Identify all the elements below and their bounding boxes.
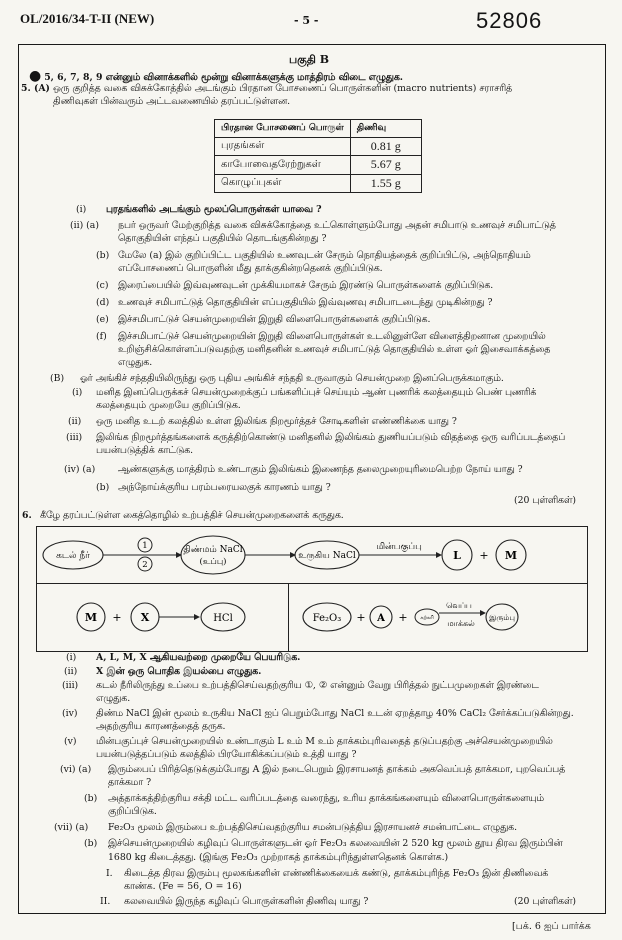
page-number: - 5 - [294, 14, 319, 27]
q-label: (ii) [68, 416, 82, 427]
q-text: உறிஞ்சிக்கொள்ளப்படுவதற்கு மனிதனின் உணவுச் சமிபாட்டுத் தொகுதியில் உள்ள ஓர் இசைவாக்கத்தை [118, 344, 551, 355]
instruction-line [29, 69, 403, 84]
next-page-note: [பக். 6 ஐப் பார்க்க [512, 921, 591, 932]
heat-label: வெப்ப [446, 601, 472, 610]
L-label: L [453, 549, 461, 562]
q-label: II. [100, 896, 111, 907]
q5-intro-2: திணிவுகள் பின்வரும் அட்டவணையில் தரப்பட்டுள்ளன. [53, 96, 291, 107]
q-label: (iv) (a) [64, 464, 96, 475]
plus-sign: + [112, 611, 122, 624]
q-text: கலவையில் இருந்த கழிவுப் பொருள்களின் திணிவு யாது ? [124, 896, 369, 907]
q-label: (b) [84, 793, 98, 804]
table-header-nutrient: பிரதான போசணைப் பொருள் [215, 120, 351, 138]
plus-sign: + [356, 611, 366, 624]
q-text: அந்நோய்க்குரிய பரம்பரையலகுக் காரணம் யாது ? [118, 482, 331, 493]
q-text: தொகுதியின் எந்தப் பகுதியில் தொடங்குகின்றது ? [118, 233, 327, 244]
q-text: இச்செயன்முறையில் கழிவுப் பொருள்களுடன் ஓர் Fe₂O₃ கலவையின் 2 520 kg மூலம் தூய திரவ இரும்பின் [108, 838, 563, 849]
q-text: மேலே (a) இல் குறிப்பிட்ட பகுதியில் உணவுடன் சேரும் நொதியத்தைக் குறிப்பிட்டு, அந்நொதியம் [118, 250, 531, 261]
q5-marks: (20 புள்ளிகள்) [514, 495, 576, 506]
HCl-label: HCl [213, 613, 233, 624]
step-1-label: 1 [142, 541, 148, 551]
q-text: உணவுச் சமிபாட்டுத் தொகுதியின் எப்பகுதியில் இவ்வுணவு சமிபாடடைந்து முடிகின்றது ? [118, 297, 493, 308]
q-label: (vii) (a) [54, 822, 89, 833]
paper-code: OL/2016/34-T-II (NEW) [20, 11, 155, 26]
q-label: (i) [72, 387, 83, 398]
q6-intro: கீழே தரப்பட்டுள்ள கைத்தொழில் உற்பத்திச் செயன்முறைகளைக் கருதுக. [40, 510, 344, 521]
q-text: எப்போசணைப் பொருளின் மீது தாக்குகின்றதெனக் குறிப்பிடுக. [118, 263, 383, 274]
q-text: நபர் ஒருவர் மேற்குறித்த வகை விசுக்கோத்தை உட்கொள்ளும்போது அதன் சமிபாடு உணவுச் சமிபாட்டுத் [118, 220, 556, 231]
q-text: ஆண்களுக்கு மாத்திரம் உண்டாகும் இலிங்கம் இணைந்த தலைமுறையுரிமைபெற்ற நோய் யாது ? [118, 464, 523, 475]
table-header-row [215, 120, 422, 138]
q-text: தாக்கமா ? [108, 777, 152, 788]
q-label: (i) [66, 652, 77, 663]
bullet-icon: ● [29, 68, 42, 84]
plus-sign: + [479, 549, 489, 562]
paper-serial-number: 52806 [476, 8, 543, 33]
q5-number: 5. (A) [21, 83, 50, 94]
q-label: (vi) (a) [60, 764, 92, 775]
q-text: ஒரு மனித உடற் கலத்தில் உள்ள இலிங்க நிறமூர்த்தச் சோடிகளின் எண்ணிக்கை யாது ? [96, 416, 457, 427]
q-text: எழுதுக. [96, 693, 131, 704]
q-text: எழுதுக. [118, 357, 153, 368]
q6-marks: (20 புள்ளிகள்) [514, 896, 576, 907]
q-label: (e) [96, 314, 109, 325]
q-text: குறிப்பிடுக. [108, 806, 157, 817]
table-cell-value: 1.55 g [350, 174, 421, 192]
q-text: திண்ம NaCl இன் மூலம் உருகிய NaCl ஐப் பெறும்போது NaCl உடன் ஏறத்தாழ 40% CaCl₂ சேர்க்கப்படுகின்றது. [96, 708, 574, 719]
q-label: (ii) [64, 666, 78, 677]
q-label: (f) [96, 331, 107, 342]
table-cell-value: 5.67 g [350, 156, 421, 174]
q-text: இலிங்க நிறமூர்த்தங்களைக் கருத்திற்கொண்டு மனிதனில் இலிங்கம் துணியப்படும் விதத்தை ஒரு வரிப்படத்தைப் [96, 432, 566, 443]
table-cell-name: புரதங்கள் [215, 138, 351, 156]
q-text: ஓர் அங்கிச் சந்ததியிலிருந்து ஒரு புதிய அங்கிச் சந்ததி உருவாகும் செயன்முறை இனப்பெருக்கமாகும். [80, 373, 504, 384]
solid-nacl-node [181, 536, 245, 574]
q-text: புரதங்களில் அடங்கும் மூலப்பொருள்கள் யாவை ? [106, 204, 322, 215]
q5-intro-1: ஒரு குறித்த வகை விசுக்கோத்தில் அடங்கும் பிரதான போசணைப் பொருள்களின் (macro nutrients) சராசரித் [53, 83, 513, 94]
q-text: பயன்படுத்திக் காட்டுக. [96, 445, 194, 456]
solid-nacl-sub: (உப்பு) [199, 557, 227, 567]
q-label: (i) [76, 204, 87, 215]
part-heading: பகுதி B [289, 53, 330, 66]
q6-number: 6. [22, 510, 32, 521]
A-label: A [377, 613, 385, 624]
q-text: Fe₂O₃ மூலம் இரும்பை உற்பத்திசெய்வதற்குரிய சமன்படுத்திய இரசாயனச் சமன்பாட்டை எழுதுக. [108, 822, 518, 833]
q-text: இச்சமிபாட்டுச் செயன்முறையின் இறுதி விளைபொருள்களைக் குறிப்பிடுக. [118, 314, 431, 325]
q-label: (b) [84, 838, 98, 849]
q-text: X இன் ஒரு பொதிக இயல்பை எழுதுக. [96, 666, 262, 677]
q-label: (iii) [66, 432, 83, 443]
q-text: காண்க. (Fe = 56, O = 16) [124, 881, 242, 892]
q-text: கடல் நீரிலிருந்து உப்பை உற்பத்திசெய்வதற்குரிய ①, ② என்னும் வேறு பிரித்தல் நுட்பமுறைகள் இரண்டை [96, 680, 539, 691]
iron-label: இரும்பு [489, 613, 515, 622]
q-label: I. [106, 868, 113, 879]
q-text: மனித இனப்பெருக்கச் செயன்முறைக்குப் பங்களிப்புச் செய்யும் ஆண் புணரிக் கலத்தையும் பெண் புணரிக் [96, 387, 537, 398]
q-text: கலத்தையும் முறையே குறிப்பிடுக. [96, 400, 241, 411]
q-label: (ii) (a) [70, 220, 99, 231]
coke-label: கற்கரி [420, 615, 434, 621]
nutrient-table [214, 119, 422, 193]
q-label: (b) [96, 482, 110, 493]
table-row [215, 156, 422, 174]
instruction-text: 5, 6, 7, 8, 9 என்னும் வினாக்களில் மூன்று வினாக்களுக்கு மாத்திரம் விடை எழுதுக. [44, 72, 404, 83]
table-header-mass: திணிவு [350, 120, 421, 138]
q-text: மின்பகுப்புச் செயன்முறையில் உண்டாகும் L உம் M உம் தாக்கம்புரிவதைத் தடுப்பதற்கு அச்செயன்முறையில் [96, 736, 553, 747]
q-text: இச்சமிபாட்டுச் செயன்முறையின் இறுதி விளைபொருள்கள் உடலினுள்ளே விளைத்திறனான முறையில் [118, 331, 546, 342]
q-label: (d) [96, 297, 110, 308]
q-text: அதற்குரிய காரணத்தைத் தருக. [96, 721, 226, 732]
solid-nacl-label: திண்மம் NaCl [183, 545, 243, 555]
step-2-label: 2 [142, 560, 148, 570]
q-label: (iv) [62, 708, 78, 719]
limestone-label: மாக்கல் [447, 619, 475, 628]
fe2o3-label: Fe₂O₃ [312, 613, 342, 624]
molten-nacl-label: உருகிய NaCl [298, 551, 356, 561]
electrolysis-label: மின்பகுப்பு [376, 542, 422, 552]
sea-water-label: கடல் நீர் [56, 551, 90, 561]
table-row [215, 138, 422, 156]
q-text: A, L, M, X ஆகியவற்றை முறையே பெயரிடுக. [96, 652, 301, 663]
process-diagram [36, 526, 588, 652]
M-label: M [84, 611, 98, 624]
q-label: (v) [64, 736, 77, 747]
table-cell-name: காபோவைதரேற்றுகள் [215, 156, 351, 174]
plus-sign: + [398, 611, 408, 624]
q-text: பயன்படுத்தப்படும் கலத்தில் பிரயோகிக்கப்படும் உத்தி யாது ? [96, 749, 357, 760]
table-row [215, 174, 422, 192]
table-cell-value: 0.81 g [350, 138, 421, 156]
M-label: M [504, 549, 518, 562]
q-label: (c) [96, 280, 109, 291]
q-text: அத்தாக்கத்திற்குரிய சக்தி மட்ட வரிப்படத்தை வரைந்து, உரிய தாக்கங்களையும் விளைபொருள்களையும் [108, 793, 544, 804]
table-cell-name: கொழுப்புகள் [215, 174, 351, 192]
q-text: கிடைத்த திரவ இரும்பு மூலகங்களின் எண்ணிக்கையைக் கண்டு, தாக்கம்புரிந்த Fe₂O₃ இன் திணிவைக் [124, 868, 549, 879]
q-label: (iii) [62, 680, 79, 691]
q-text: இரைப்பையில் இவ்வுணவுடன் முக்கியமாகச் சேரும் இரண்டு பொருள்களைக் குறிப்பிடுக. [118, 280, 494, 291]
q-text: இரும்பைப் பிரித்தெடுக்கும்போது A இல் நடைபெறும் இரசாயனத் தாக்கம் அகவெப்பத் தாக்கமா, புறவெப்பத் [108, 764, 566, 775]
X-label: X [140, 611, 150, 624]
q-text: 1680 kg கிடைத்தது. (இங்கு Fe₂O₃ முற்றாகத் தாக்கம்புரிந்துள்ளதெனக் கொள்க.) [108, 852, 449, 863]
diagram-svg [37, 527, 587, 651]
q-label: (b) [96, 250, 110, 261]
q-label: (B) [50, 373, 65, 384]
